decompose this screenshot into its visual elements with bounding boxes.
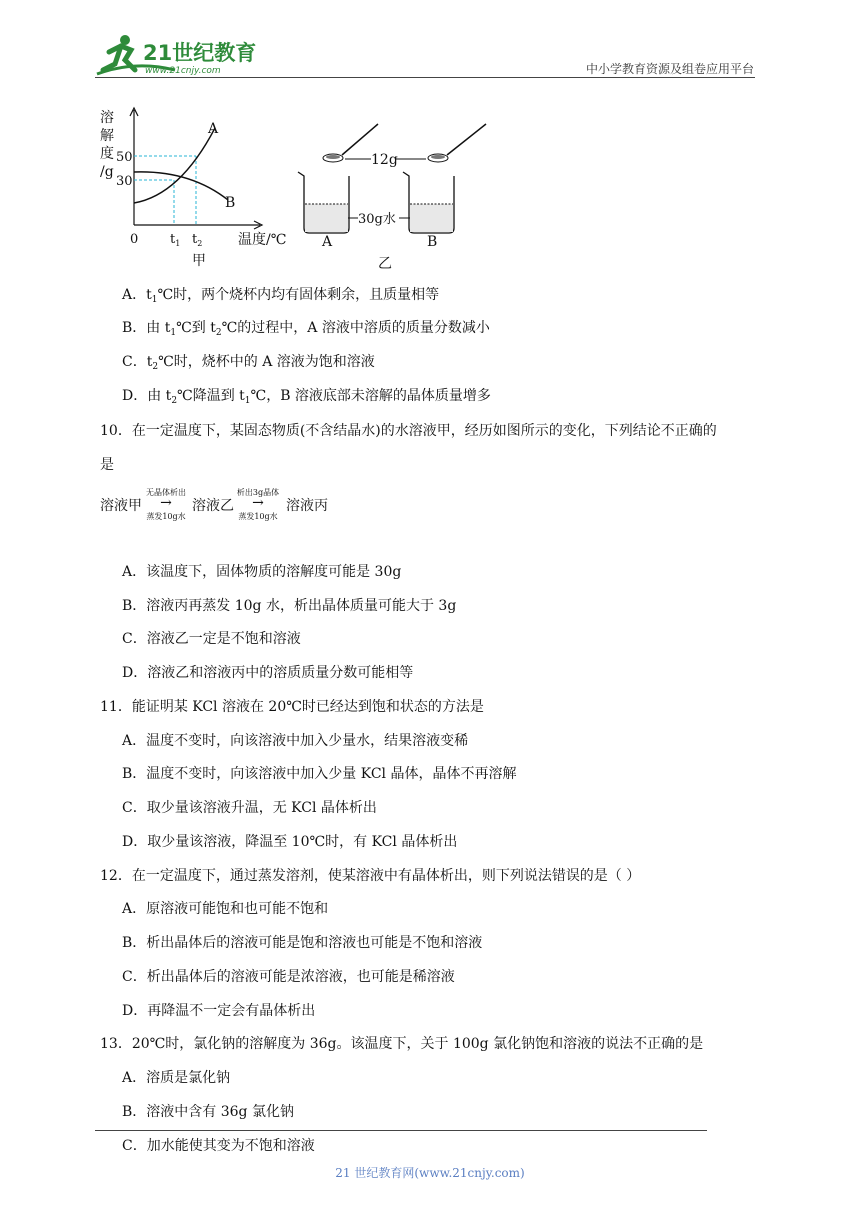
y-axis-label-2: 解 (100, 128, 114, 144)
q10-option-d: D．溶液乙和溶液丙中的溶质质量分数可能相等 (122, 665, 414, 681)
origin-label: 0 (130, 232, 139, 247)
flow-arrow-1-top: 无晶体析出 (146, 488, 186, 497)
y-axis-label-1: 溶 (100, 110, 114, 126)
q9-option-d: D．由 $t_2℃$降温到 $t_1℃$，B 溶液底部未溶解的晶体质量增多 (122, 388, 491, 406)
q10-option-a: A．该温度下，固体物质的溶解度可能是 30g (122, 564, 402, 580)
beakers-diagram (298, 124, 486, 272)
x-axis-label: 温度/℃ (238, 232, 287, 248)
spoon-a-icon (323, 124, 378, 162)
beaker-b-label: B (427, 234, 438, 250)
q12-option-a: A．原溶液可能饱和也可能不饱和 (122, 901, 329, 917)
water-mass-label: 30g水 (358, 212, 396, 227)
flow-arrow-2-top: 析出3g晶体 (236, 488, 280, 497)
q13-option-c: C．加水能使其变为不饱和溶液 (122, 1138, 315, 1154)
t2-label: $t_2$ (192, 232, 203, 248)
beaker-a-label: A (322, 234, 333, 250)
flow-arrow-1-symbol: → (160, 495, 172, 511)
q9-option-a: A．$t_1℃$时，两个烧杯内均有固体剩余，且质量相等 (122, 287, 440, 305)
spoon-mass-label: 12g (371, 152, 398, 168)
solubility-graph (100, 108, 286, 269)
curve-b-label: B (225, 195, 236, 211)
beaker-a-icon (298, 172, 349, 233)
q11-option-a: A．温度不变时，向该溶液中加入少量水，结果溶液变稀 (122, 733, 469, 749)
flow-solution-yi: 溶液乙 (192, 498, 234, 514)
q10-option-b: B．溶液丙再蒸发 10g 水，析出晶体质量可能大于 3g (122, 598, 457, 614)
q11-stem: 11．能证明某 KCl 溶液在 20℃时已经达到饱和状态的方法是 (100, 699, 484, 715)
logo-url: www.21cnjy.com (145, 66, 221, 76)
q11-option-c: C．取少量该溶液升温，无 KCl 晶体析出 (122, 800, 377, 816)
header-platform-name: 中小学教育资源及组卷应用平台 (585, 62, 754, 76)
q12-option-b: B．析出晶体后的溶液可能是饱和溶液也可能是不饱和溶液 (122, 935, 483, 951)
flow-arrow-1 (140, 487, 192, 523)
q10-stem-line-2: 是 (100, 457, 114, 473)
q12-option-c: C．析出晶体后的溶液可能是浓溶液，也可能是稀溶液 (122, 969, 455, 985)
flow-solution-bing: 溶液丙 (286, 498, 328, 514)
q13-option-b: B．溶液中含有 36g 氯化钠 (122, 1104, 294, 1120)
y-tick-30: 30 (116, 174, 133, 189)
graph-caption: 甲 (192, 253, 206, 269)
q12-option-d: D．再降温不一定会有晶体析出 (122, 1003, 316, 1019)
flow-arrow-1-bottom: 蒸发10g水 (146, 512, 186, 521)
footer-divider (95, 1130, 707, 1131)
header-divider (95, 77, 755, 78)
spoon-b-icon (428, 124, 486, 162)
q13-stem: 13．20℃时，氯化钠的溶解度为 36g。该温度下，关于 100g 氯化钠饱和溶液的说法不正确的是 (100, 1036, 704, 1052)
t1-label: $t_1$ (170, 232, 181, 248)
q12-stem: 12．在一定温度下，通过蒸发溶剂，使某溶液中有晶体析出，则下列说法错误的是（ ） (100, 868, 641, 884)
beakers-caption: 乙 (378, 256, 392, 272)
flow-arrow-2-bottom: 蒸发10g水 (238, 512, 278, 521)
q10-option-c: C．溶液乙一定是不饱和溶液 (122, 631, 301, 647)
q10-stem-line-1: 10．在一定温度下，某固态物质(不含结晶水)的水溶液甲，经历如图所示的变化，下列结论不正确的 (100, 423, 717, 439)
y-tick-50: 50 (116, 150, 133, 165)
curve-a-label: A (208, 121, 219, 137)
q13-option-a: A．溶质是氯化钠 (122, 1070, 231, 1086)
y-axis-label-3: 度 (100, 146, 114, 162)
q11-option-b: B．温度不变时，向该溶液中加入少量 KCl 晶体，晶体不再溶解 (122, 766, 517, 782)
site-logo (95, 30, 265, 78)
curve-b (134, 172, 228, 200)
q9-option-c: C．$t_2℃$时，烧杯中的 A 溶液为饱和溶液 (122, 354, 375, 372)
q11-option-d: D．取少量该溶液，降温至 10℃时，有 KCl 晶体析出 (122, 834, 458, 850)
q9-option-b: B．由 $t_1℃$到 $t_2℃$的过程中，A 溶液中溶质的质量分数减小 (122, 320, 490, 338)
footer-site-text: 21 世纪教育网(www.21cnjy.com) (335, 1166, 525, 1180)
y-axis-label-4: /g (100, 164, 114, 180)
flow-solution-jia: 溶液甲 (100, 498, 142, 514)
flow-arrow-2 (232, 487, 284, 523)
question-9-figure (90, 100, 490, 275)
logo-text: 21世纪教育 (143, 41, 257, 65)
beaker-b-icon (403, 172, 454, 233)
flow-arrow-2-symbol: → (252, 495, 264, 511)
